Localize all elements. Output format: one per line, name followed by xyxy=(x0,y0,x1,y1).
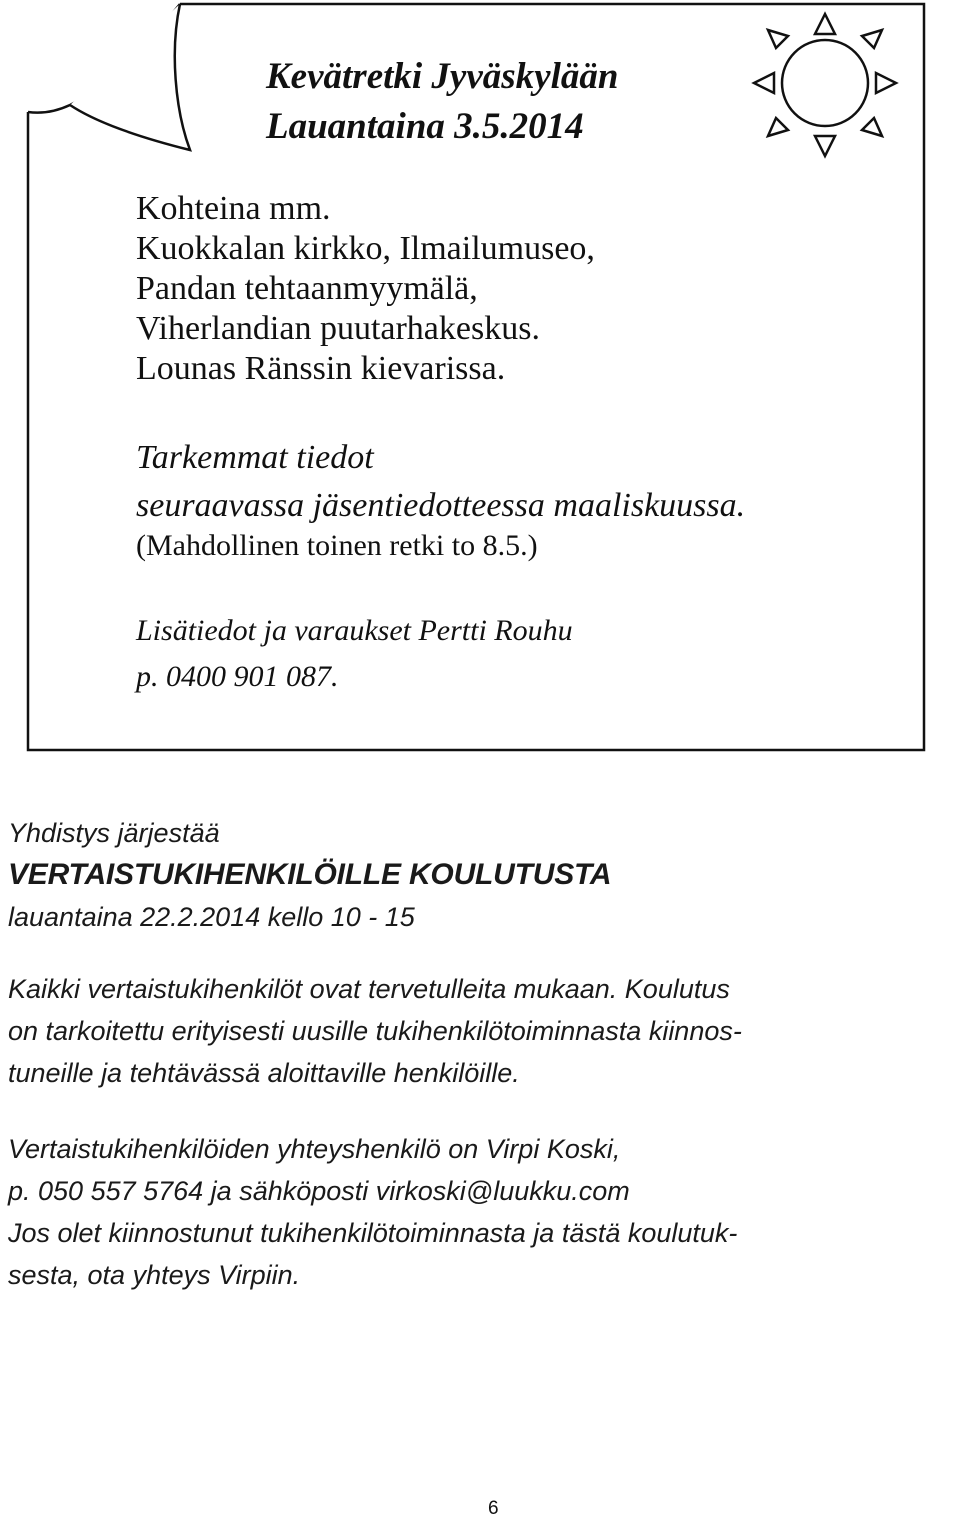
details-line: seuraavassa jäsentiedotteessa maaliskuussa. xyxy=(136,487,746,524)
sun-icon xyxy=(746,10,906,160)
trip-targets xyxy=(136,189,595,389)
trip-details xyxy=(136,434,745,530)
trip-contact xyxy=(136,608,573,700)
contact-phone: p. 0400 901 087. xyxy=(136,660,339,693)
body-line: tuneille ja tehtävässä aloittaville henkilöille. xyxy=(8,1058,520,1088)
trip-title xyxy=(266,52,618,152)
training-body xyxy=(8,968,953,1094)
target-line: Pandan tehtaanmyymälä, xyxy=(136,270,478,307)
trip-poster xyxy=(0,0,960,760)
contact-note-line: Jos olet kiinnostunut tukihenkilötoiminnasta ja tästä koulutuk- xyxy=(8,1218,738,1248)
page-number: 6 xyxy=(488,1498,499,1519)
body-line: Kaikki vertaistukihenkilöt ovat tervetulleita mukaan. Koulutus xyxy=(8,974,730,1004)
contact-phone-email-line: p. 050 557 5764 ja sähköposti virkoski@luukku.com xyxy=(8,1176,630,1206)
targets-intro: Kohteina mm. xyxy=(136,190,331,227)
trip-details-note: (Mahdollinen toinen retki to 8.5.) xyxy=(136,529,538,562)
training-intro: Yhdistys järjestää xyxy=(8,818,220,848)
contact-person-line: Vertaistukihenkilöiden yhteyshenkilö on Virpi Koski, xyxy=(8,1134,621,1164)
contact-line: Lisätiedot ja varaukset Pertti Rouhu xyxy=(136,614,573,647)
body-line: on tarkoitettu erityisesti uusille tukihenkilötoiminnasta kiinnos- xyxy=(8,1016,742,1046)
training-announcement xyxy=(8,812,953,1296)
training-date: lauantaina 22.2.2014 kello 10 - 15 xyxy=(8,902,415,932)
contact-note-line: sesta, ota yhteys Virpiin. xyxy=(8,1260,301,1290)
target-line: Lounas Ränssin kievarissa. xyxy=(136,350,506,387)
training-heading: VERTAISTUKIHENKILÖILLE KOULUTUSTA xyxy=(8,858,612,891)
training-contact xyxy=(8,1128,953,1296)
trip-date-line: Lauantaina 3.5.2014 xyxy=(266,106,584,147)
details-line: Tarkemmat tiedot xyxy=(136,439,374,476)
target-line: Kuokkalan kirkko, Ilmailumuseo, xyxy=(136,230,595,267)
trip-title-line: Kevätretki Jyväskylään xyxy=(266,56,619,97)
target-line: Viherlandian puutarhakeskus. xyxy=(136,310,540,347)
